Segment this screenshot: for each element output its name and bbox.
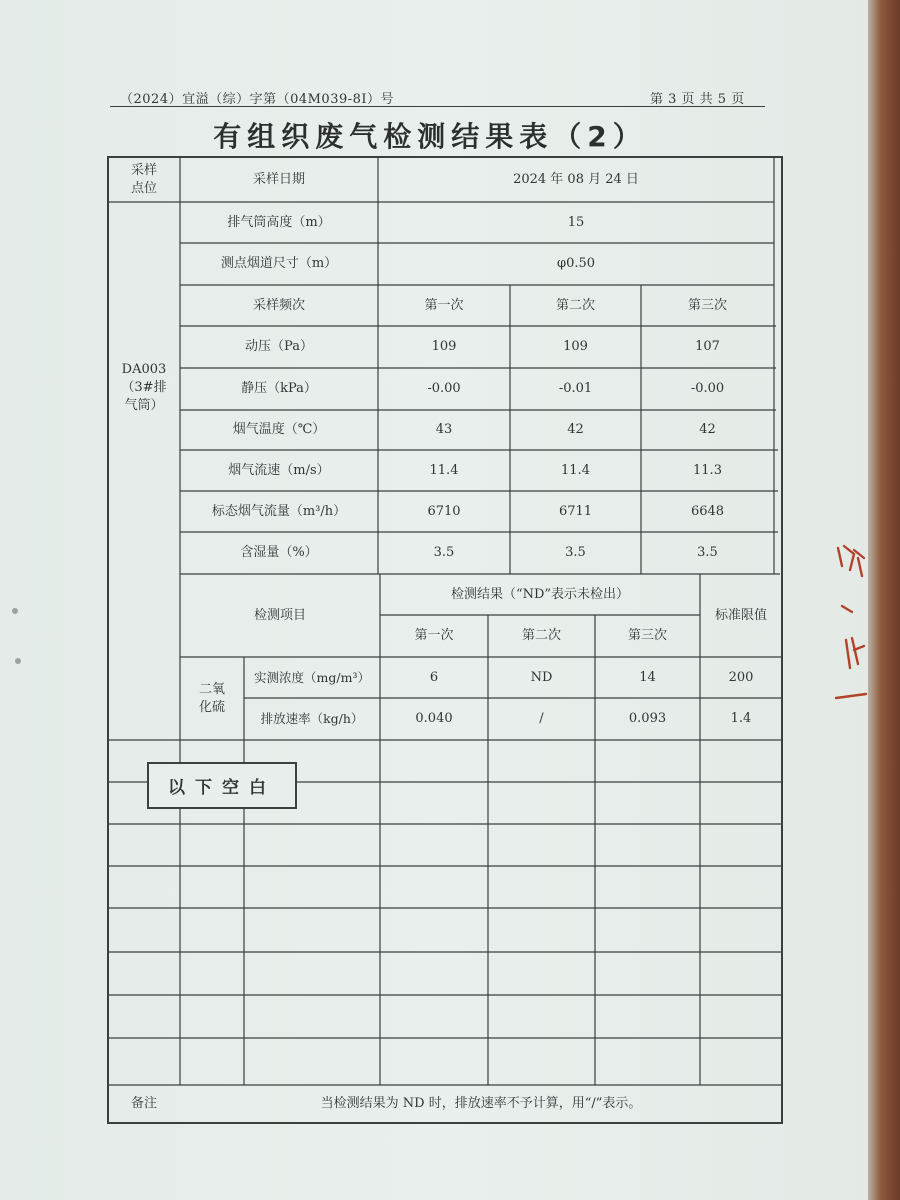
remarks-text: 当检测结果为 ND 时，排放速率不予计算，用“/”表示。 bbox=[320, 1096, 642, 1111]
result-round-3: 第三次 bbox=[627, 628, 667, 643]
pollutant-value: 6 bbox=[429, 669, 439, 685]
result-round-2: 第二次 bbox=[521, 628, 561, 643]
blank-below-stamp: 以下空白 bbox=[147, 762, 297, 809]
param-label: 标态烟气流量（m³/h） bbox=[211, 503, 347, 519]
pollutant-row-label: 排放速率（kg/h） bbox=[260, 711, 364, 726]
param-value: -0.01 bbox=[558, 381, 593, 396]
param-value: 42 bbox=[567, 422, 584, 437]
param-value: 42 bbox=[699, 422, 716, 437]
param-value: 6648 bbox=[690, 503, 725, 519]
param-value: -0.00 bbox=[427, 381, 461, 396]
param-value: 3.5 bbox=[697, 545, 718, 560]
pollutant-value: 0.040 bbox=[415, 711, 453, 726]
stack-height-label: 排气筒高度（m） bbox=[227, 214, 331, 230]
duct-size-value: φ0.50 bbox=[556, 256, 596, 271]
test-item-label: 检测项目 bbox=[253, 607, 306, 623]
pollutant-value: ND bbox=[530, 669, 553, 685]
param-value: 3.5 bbox=[433, 545, 455, 560]
param-value: 6710 bbox=[427, 503, 461, 519]
pollutant-value: 14 bbox=[639, 669, 656, 685]
param-value: 3.5 bbox=[565, 545, 586, 560]
param-value: 11.4 bbox=[561, 462, 590, 478]
pollutant-limit: 1.4 bbox=[730, 711, 752, 726]
result-round-1: 第一次 bbox=[414, 628, 454, 643]
param-label: 烟气流速（m/s） bbox=[228, 462, 330, 478]
sampling-date-label: 采样日期 bbox=[252, 171, 305, 187]
param-value: -0.00 bbox=[690, 381, 725, 396]
remarks-label: 备注 bbox=[130, 1096, 157, 1111]
stack-height-value: 15 bbox=[567, 214, 585, 230]
param-value: 11.3 bbox=[693, 462, 722, 478]
param-label: 静压（kPa） bbox=[241, 381, 317, 396]
param-value: 107 bbox=[695, 339, 720, 354]
param-value: 11.4 bbox=[429, 462, 459, 478]
pollutant-value: 0.093 bbox=[628, 711, 667, 726]
frequency-label: 采样频次 bbox=[252, 297, 305, 313]
result-header: 检测结果（“ND”表示未检出） bbox=[450, 586, 630, 602]
param-value: 6711 bbox=[558, 503, 593, 519]
page-number: 第 3 页 共 5 页 bbox=[650, 92, 745, 107]
handwritten-signature bbox=[832, 540, 872, 720]
round-header-3: 第三次 bbox=[687, 297, 727, 313]
punch-hole bbox=[12, 608, 18, 614]
limit-header: 标准限值 bbox=[714, 607, 767, 623]
param-label: 动压（Pa） bbox=[245, 339, 313, 354]
document-number: （2024）宜溢（综）字第（04M039-8I）号 bbox=[120, 92, 395, 107]
pollutant-row-label: 实测浓度（mg/m³） bbox=[254, 669, 370, 685]
param-label: 含湿量（%） bbox=[240, 545, 318, 560]
sampling-date-value: 2024 年 08 月 24 日 bbox=[513, 171, 639, 187]
round-header-2: 第二次 bbox=[555, 297, 595, 313]
punch-hole bbox=[15, 658, 21, 664]
pollutant-value: / bbox=[539, 711, 544, 726]
page-title: 有组织废气检测结果表（2） bbox=[213, 120, 647, 153]
sampling-point-header: 采样 点位 bbox=[130, 162, 157, 196]
duct-size-label: 测点烟道尺寸（m） bbox=[220, 256, 338, 271]
param-value: 43 bbox=[435, 422, 453, 437]
pollutant-name: 二氧 化硫 bbox=[198, 681, 225, 715]
sampling-point-value: DA003 （3#排 气筒） bbox=[121, 362, 167, 413]
param-value: 109 bbox=[563, 339, 588, 354]
param-label: 烟气温度（℃） bbox=[232, 422, 326, 437]
pollutant-limit: 200 bbox=[728, 669, 754, 685]
round-header-1: 第一次 bbox=[424, 297, 464, 313]
param-value: 109 bbox=[431, 339, 457, 354]
